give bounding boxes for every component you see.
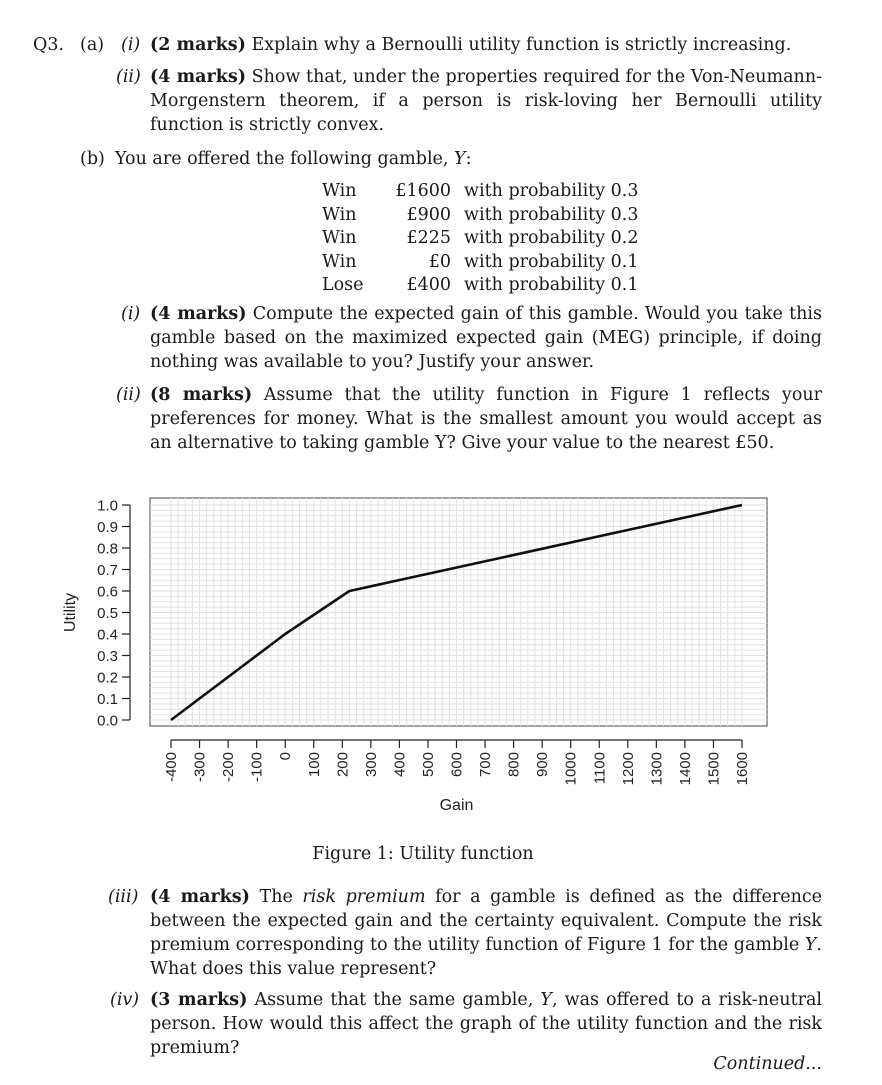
gamble-row — [322, 251, 642, 275]
gamble-probability: with probability 0.1 — [464, 251, 639, 272]
gamble-outcome: Win — [322, 204, 357, 225]
x-tick-label: 1400 — [676, 752, 694, 786]
y-tick-label: 0.9 — [97, 519, 118, 536]
y-tick-label: 0.1 — [97, 691, 118, 708]
gamble-probability: with probability 0.2 — [464, 228, 639, 248]
continued-note: Continued... — [713, 1054, 822, 1074]
x-tick-label: 200 — [334, 752, 352, 778]
gamble-amount: £900 — [406, 204, 451, 225]
part-b-i-marks: (4 marks) — [150, 304, 247, 324]
part-b-i-body: Compute the expected gain of this gamble. Would you take this gamble based on the maximized expected gain (MEG) principle, if doing nothing was available to you? Justify your answer. — [150, 304, 822, 372]
part-a-ii-number: (ii) — [116, 67, 141, 87]
x-axis-label: Gain — [439, 797, 474, 814]
x-tick-label: -200 — [220, 752, 238, 783]
x-tick-label: 100 — [305, 752, 323, 778]
part-b-ii-body: Assume that the utility function in Figure 1 reflects your preferences for money. What is the smallest amount you would accept as an alternative to taking gamble Y? Give your value to the nearest £50. — [150, 385, 822, 453]
gamble-amount: £0 — [428, 251, 451, 272]
x-tick-label: 1200 — [619, 752, 637, 786]
x-tick-label: 600 — [448, 752, 466, 778]
part-b-ii-number: (ii) — [116, 385, 141, 405]
y-tick-label: 0.6 — [97, 583, 118, 601]
part-b-iv-number: (iv) — [110, 990, 140, 1010]
x-tick-label: -400 — [163, 752, 180, 783]
y-tick-label: 0.7 — [97, 562, 118, 579]
gamble-amount: £1600 — [395, 181, 451, 201]
x-tick-label: 1100 — [591, 752, 609, 785]
gamble-row — [322, 204, 642, 228]
y-tick-label: 0.3 — [97, 648, 118, 665]
gamble-probability: with probability 0.3 — [464, 181, 639, 201]
x-tick-label: 1000 — [562, 752, 580, 786]
risk-premium-term: risk premium — [302, 887, 426, 907]
question-label: Q3. — [33, 35, 65, 55]
part-b-ii-marks: (8 marks) — [150, 385, 253, 405]
gamble-variable: Y — [454, 149, 466, 169]
part-b-iii-marks: (4 marks) — [150, 887, 250, 907]
gamble-row — [322, 180, 642, 204]
x-tick-label: 1300 — [648, 752, 666, 786]
x-tick-label: 1500 — [705, 752, 723, 786]
part-b-intro: You are offered the following gamble, Y: — [115, 149, 472, 169]
x-tick-label: -100 — [248, 752, 266, 783]
part-b-iv-marks: (3 marks) — [150, 990, 248, 1010]
x-tick-label: 500 — [419, 752, 437, 778]
y-tick-label: 1.0 — [97, 497, 118, 515]
part-b-i-text — [150, 302, 822, 374]
y-tick-label: 0.8 — [97, 540, 118, 558]
gamble-probability: with probability 0.1 — [464, 275, 639, 295]
part-b-label: (b) — [80, 149, 105, 169]
gamble-outcome: Lose — [322, 275, 364, 295]
part-a-ii-body: Show that, under the properties required for the Von-Neumann-Morgenstern theorem, if a person is risk-loving her Bernoulli utility function is strictly convex. — [150, 67, 823, 135]
y-tick-label: 0.4 — [97, 626, 118, 644]
part-a-ii-text — [150, 65, 822, 137]
part-b-iii-number: (iii) — [108, 887, 139, 907]
x-tick-label: 700 — [477, 752, 495, 778]
part-a-i-number: (i) — [121, 35, 141, 55]
gamble-amount: £225 — [406, 228, 451, 248]
y-tick-label: 0.0 — [97, 712, 118, 730]
x-tick-label: 1600 — [734, 752, 751, 786]
y-tick-label: 0.2 — [97, 669, 118, 687]
part-b-i-number: (i) — [121, 304, 141, 324]
y-axis-label: Utility — [62, 592, 79, 633]
part-b-iv-text: (3 marks) Assume that the same gamble, Y, was offered to a risk-neutral person. How would this affect the graph of the utility function and the risk premium? — [150, 990, 822, 1058]
x-tick-label: 800 — [505, 752, 523, 778]
gamble-probability: with probability 0.3 — [464, 204, 639, 225]
utility-chart — [0, 480, 882, 830]
gamble-outcome: Win — [322, 228, 357, 248]
gamble-outcome: Win — [322, 251, 357, 272]
x-tick-label: -300 — [191, 752, 209, 783]
part-a-i-marks: (2 marks) — [150, 35, 246, 55]
part-a-label: (a) — [80, 35, 105, 55]
gamble-row — [322, 227, 642, 251]
part-a-i-text — [150, 33, 830, 57]
x-tick-label: 300 — [362, 752, 380, 778]
gamble-table — [322, 180, 642, 298]
x-tick-label: 900 — [534, 752, 552, 778]
part-b-iii-text: (4 marks) The risk premium for a gamble is defined as the difference between the expected gain and the certainty equivalent. Compute the risk premium corresponding to the utility function of Figure 1 for the gamble Y. What does this value represent? — [150, 887, 822, 979]
gamble-outcome: Win — [322, 181, 357, 201]
gamble-amount: £400 — [406, 275, 451, 295]
part-a-ii-marks: (4 marks) — [150, 67, 246, 87]
y-tick-label: 0.5 — [97, 605, 118, 622]
x-tick-label: 400 — [391, 752, 409, 778]
gamble-row — [322, 274, 642, 298]
part-a-i-body: Explain why a Bernoulli utility function is strictly increasing. — [245, 35, 792, 55]
x-tick-label: 0 — [277, 752, 295, 761]
figure-caption: Figure 1: Utility function — [312, 844, 534, 864]
part-b-ii-text — [150, 383, 822, 455]
